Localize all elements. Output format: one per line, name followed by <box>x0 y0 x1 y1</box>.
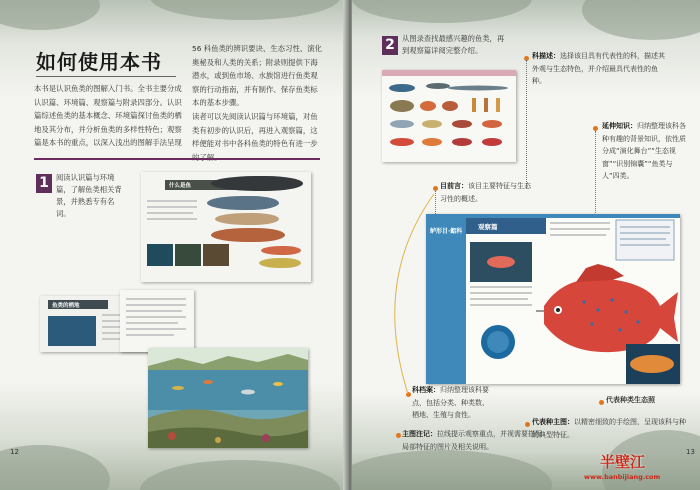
annotation-text: 该目主要特征与生态习性的概述。 <box>440 182 531 203</box>
spread-header-left: 鲈形目·鮨科 <box>430 228 463 235</box>
step-1-badge: 1 <box>36 174 52 193</box>
rock-decoration <box>0 0 100 30</box>
step-1-text: 阅读认识篇与环境篇，了解鱼类相关背景，并熟悉专有名词。 <box>56 173 122 218</box>
seascape-illustration <box>148 348 308 448</box>
annotation-label: 主图注记： <box>402 430 437 438</box>
photo-thumbnail <box>175 244 201 266</box>
rock-decoration <box>150 0 340 20</box>
habitat-illustration <box>148 348 308 448</box>
step-2-badge: 2 <box>382 36 398 55</box>
annotation-text: 以精密细致的手绘图，呈现该科与种的典型特征。 <box>532 418 686 439</box>
photo-thumbnail <box>48 316 96 346</box>
thumbnail-text-page <box>120 290 194 352</box>
annotation-label: 科档案： <box>412 386 440 394</box>
middle-paragraph: 56 科鱼类的辨识要诀、生态习性、演化奥秘及和人类的关系；附录则提供下海潜水，或到鱼市场、水族馆进行鱼类观察的行动指南，并有制作、保存鱼类标本的基本步骤。 读者可以先阅读认识篇与环境篇，对鱼类有初步的认识后，再进入观察篇，这样便能对书中各科鱼类的特色有进一步 <box>192 44 323 149</box>
page-number-left: 12 <box>10 448 19 456</box>
step-2-text: 从图录查找最感兴趣的鱼类，再到观察篇详阅完整介绍。 <box>402 34 505 55</box>
page-number-right: 13 <box>686 448 695 456</box>
watermark-logo: 半壁江 <box>600 453 646 471</box>
annotation-label: 科描述： <box>532 52 560 60</box>
annotation-label: 延伸知识： <box>602 122 637 130</box>
shark-drawing <box>211 176 303 191</box>
fish-drawing <box>207 196 279 210</box>
title-underline <box>36 76 176 77</box>
annotation-text: 归纳整理该科各种有趣的背景知识，依性质分成“演化舞台”“生态视窗”“识别锦囊”“鱼类与人”四类。 <box>602 122 686 180</box>
watermark-url: www.banbijiang.com <box>584 473 661 481</box>
fish-drawing <box>211 228 285 242</box>
intro-paragraph: 本书是认识鱼类的图解入门书。全书主要分成认识篇、环境篇、观察篇与附录四部分。认识篇综述鱼类的基本概念、环境篇探讨鱼类的栖地及其分布，并分析鱼类的多样性特色；观察篇是本书的重点，以深入浅出的图解手法呈现 <box>34 84 182 148</box>
fish-drawing <box>259 258 301 268</box>
fish-drawing <box>215 213 279 225</box>
thumbnail-what-is-fish <box>141 172 311 282</box>
spread-header-title: 观察篇 <box>478 223 498 231</box>
photo-thumbnail <box>203 244 229 266</box>
fish-drawing <box>261 246 301 255</box>
left-page <box>0 0 348 490</box>
annotation-text: 拉线提示观察重点，并视需要搭配局部特征的图片及相关说明。 <box>402 430 542 451</box>
annotation-label: 目前言： <box>440 182 468 190</box>
callout-arc <box>352 0 700 490</box>
annotation-text: 选择该目具有代表性的科，描述其外观与生态特色，并介绍最具代表性的鱼种。 <box>532 52 665 85</box>
rock-decoration <box>140 460 340 490</box>
annotation-label: 代表种主图： <box>532 418 574 426</box>
species-photo-note: 代表种类生态照 <box>606 396 655 404</box>
page-title: 如何使用本书 <box>36 50 162 74</box>
annotation-text: 归纳整理该科要点，包括分类、种类数、栖地、生殖与食性。 <box>412 386 489 419</box>
section-divider <box>34 158 320 160</box>
photo-thumbnail <box>147 244 173 266</box>
thumbnail-title: 什么是鱼 <box>169 183 192 189</box>
thumbnail-title: 鱼类的栖地 <box>52 303 80 309</box>
